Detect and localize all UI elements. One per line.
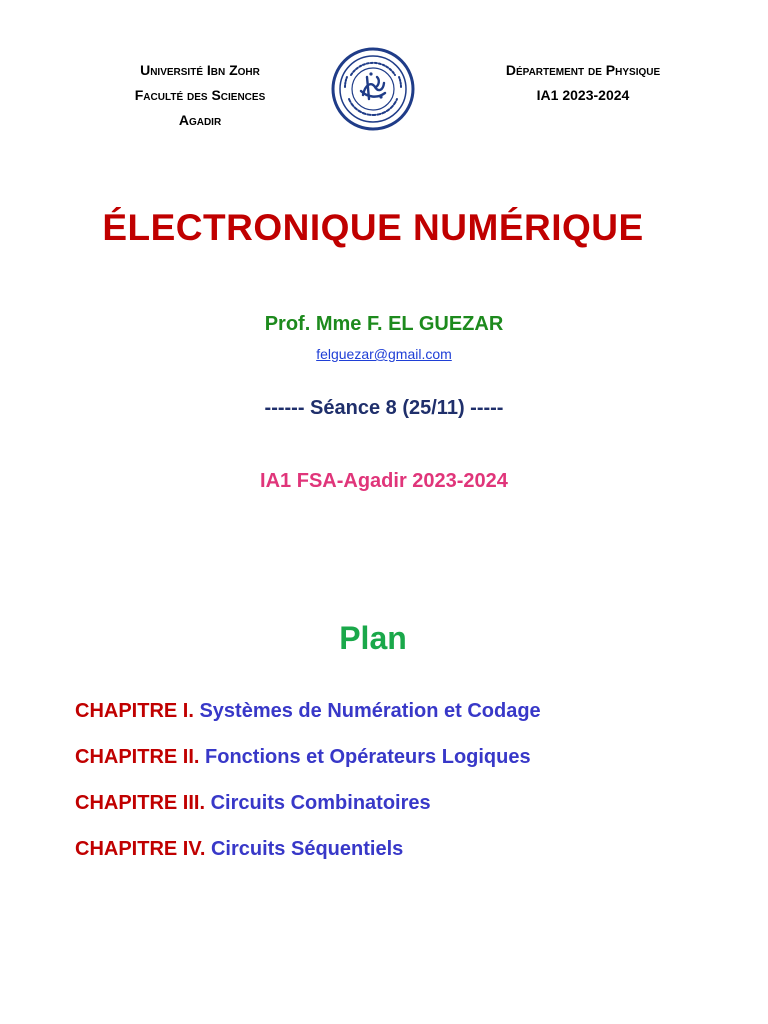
course-title: ÉLECTRONIQUE NUMÉRIQUE [102,207,644,248]
department-name: Département de Physique [505,62,661,78]
chapter-number: CHAPITRE IV. [75,838,206,860]
chapter-number: CHAPITRE I. [75,700,194,722]
session-info: ------ Séance 8 (25/11) ----- [264,397,504,419]
chapter-item-4 [75,835,735,881]
program-year: IA1 2023-2024 [536,87,630,103]
university-header [120,58,280,133]
university-seal-icon [331,47,415,131]
chapter-number: CHAPITRE II. [75,746,200,768]
chapter-name: Circuits Combinatoires [210,792,431,814]
faculty-name: Faculté des Sciences [134,87,266,103]
university-name: Université Ibn Zohr [140,62,260,78]
chapter-item-1 [75,697,735,743]
course-year: IA1 FSA-Agadir 2023-2024 [260,470,508,492]
email-link[interactable]: felguezar@gmail.com [316,346,452,362]
city-name: Agadir [178,112,222,128]
plan-heading: Plan [339,620,407,656]
chapter-name: Circuits Séquentiels [210,838,404,860]
chapter-item-2 [75,743,735,789]
department-header [478,58,688,108]
chapter-name: Systèmes de Numération et Codage [199,700,541,722]
chapter-item-3 [75,789,735,835]
chapter-list [75,697,735,881]
chapter-number: CHAPITRE III. [75,792,206,814]
professor-name: Prof. Mme F. EL GUEZAR [264,313,504,335]
email-container [0,346,768,362]
chapter-name: Fonctions et Opérateurs Logiques [205,746,531,768]
